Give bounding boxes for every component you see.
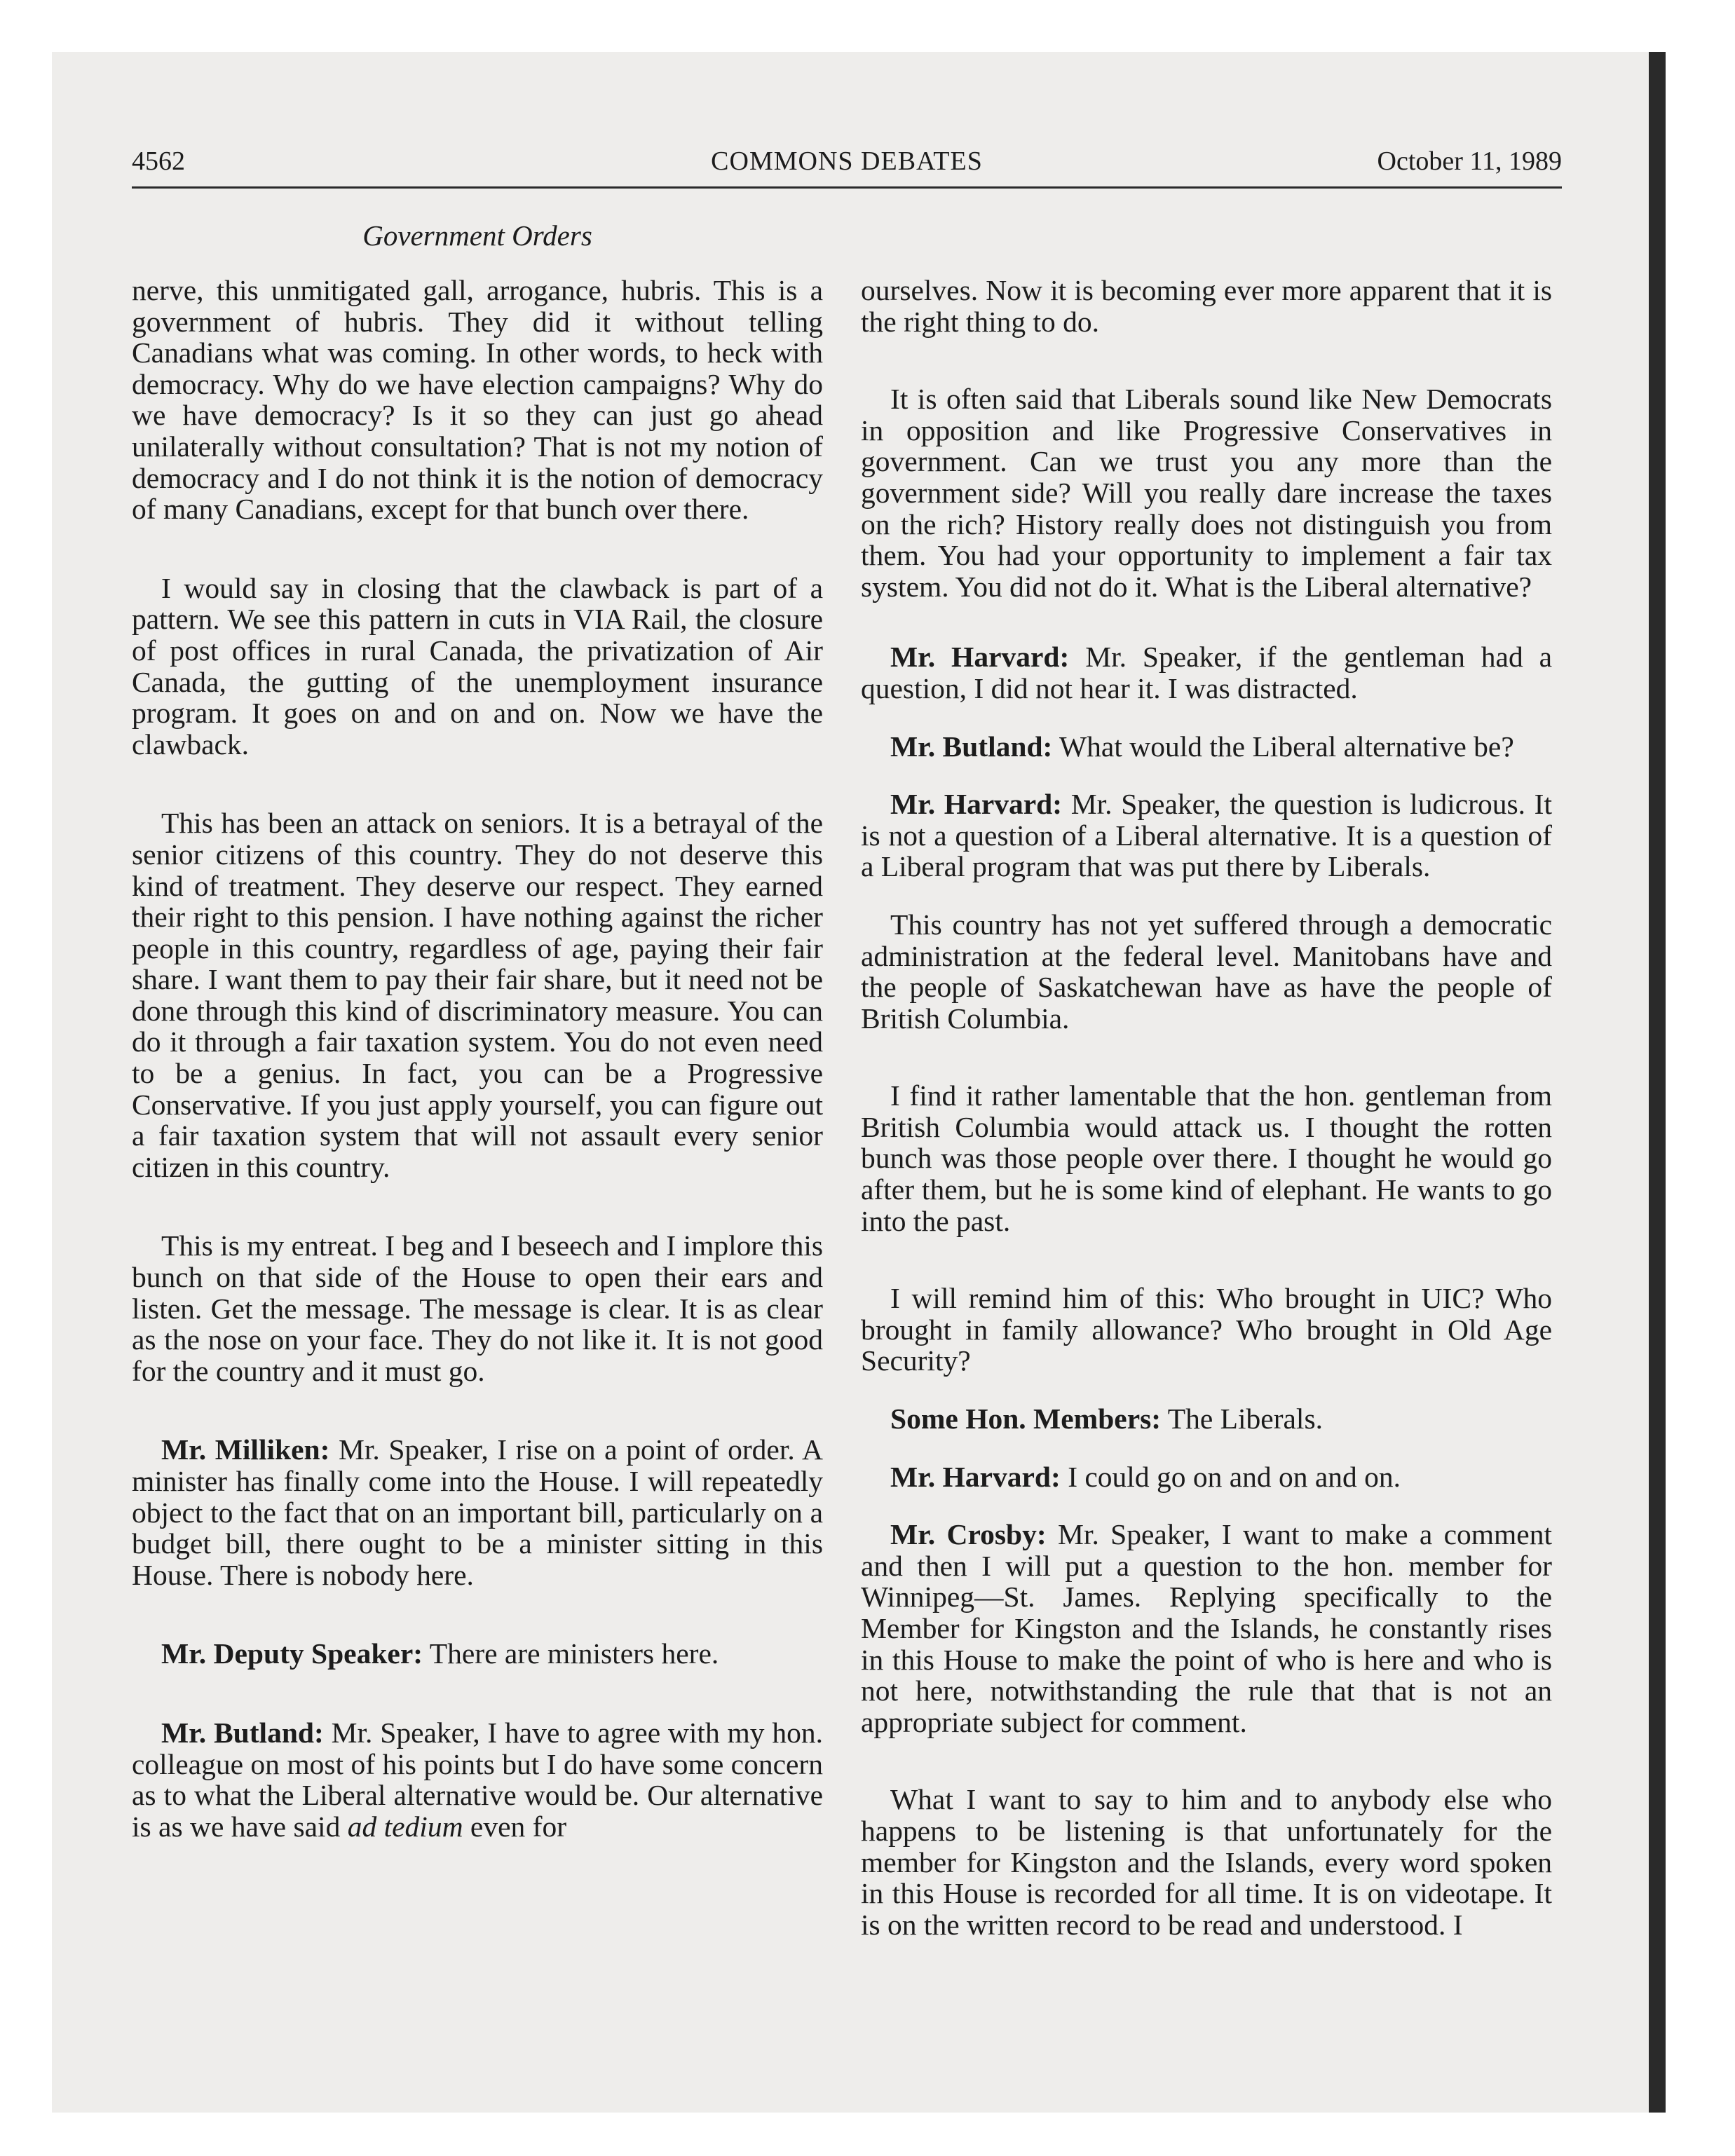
speaker-name: Mr. Butland:	[161, 1716, 324, 1749]
publication-title: COMMONS DEBATES	[711, 146, 983, 176]
section-title: Government Orders	[362, 219, 592, 252]
paragraph: I would say in closing that the clawback is part of a pattern. We see this pattern in cuts in VIA Rail, the closure of post offices in rural Canada, the privatization of Air Canada, the gutting of the unemployment insurance program. It goes on and on and on. Now we have the clawback.	[132, 571, 823, 760]
header-rule	[132, 186, 1562, 189]
speech: Some Hon. Members: The Liberals.	[890, 1403, 1323, 1435]
right-column	[861, 275, 1552, 1940]
paragraph: This country has not yet suffered through a democratic administration at the federal level. Manitobans have and the people of Saskatchewan have as have the people of British Columbia.	[861, 908, 1552, 1035]
latin-phrase: ad tedium	[347, 1810, 463, 1843]
speech: Mr. Harvard: I could go on and on and on.	[890, 1460, 1401, 1493]
paragraph: This has been an attack on seniors. It is a betrayal of the senior citizens of this country. They do not deserve this kind of treatment. They deserve our respect. They earned their right to this pension. I have nothing against the richer people in this country, regardless of age, paying their fair share. I want them to pay their fair share, but it need not be done through this kind of discriminatory measure. You can do it through a fair taxation system. You do not even need to be a genius. In fact, you can be a Progressive Conservative. If you just apply yourself, you can figure out a fair taxation system that will not assault every senior citizen in this country.	[132, 807, 823, 1183]
speaker-name: Mr. Deputy Speaker:	[161, 1637, 423, 1670]
speaker-name: Mr. Crosby:	[890, 1518, 1047, 1551]
paragraph: This is my entreat. I beg and I beseech and I implore this bunch on that side of the House to open their ears and listen. Get the message. The message is clear. It is as clear as the nose on your face. They do not like it. It is not good for the country and it must go.	[132, 1229, 823, 1387]
speech: Mr. Crosby: Mr. Speaker, I want to make a comment and then I will put a question to the hon. member for Winnipeg—St. James. Replying specifically to the Member for Kingston and the Islands, he constantly rises in this House to make the point of who is here and who is not here, notwithstanding the rule that that is not an appropriate subject for comment.	[861, 1518, 1553, 1738]
speaker-name: Some Hon. Members:	[890, 1403, 1162, 1435]
paragraph: ourselves. Now it is becoming ever more apparent that it is the right thing to do.	[861, 274, 1552, 338]
speaker-name: Mr. Harvard:	[890, 788, 1063, 821]
speech: Mr. Harvard: Mr. Speaker, the question is ludicrous. It is not a question of a Liberal alternative. It is a question of a Liberal program that was put there by Liberals.	[861, 788, 1552, 883]
speaker-name: Mr. Harvard:	[890, 641, 1070, 674]
speaker-name: Mr. Harvard:	[890, 1460, 1061, 1493]
speech: Mr. Butland: What would the Liberal alternative be?	[890, 730, 1514, 763]
page-number: 4562	[132, 146, 185, 176]
speaker-name: Mr. Milliken:	[161, 1433, 330, 1466]
paragraph: I find it rather lamentable that the hon. gentleman from British Columbia would attack us. I thought the rotten bunch was those people over there. I thought he would go after them, but he is some kind of elephant. He wants to go into the past.	[861, 1079, 1552, 1237]
paragraph: I will remind him of this: Who brought in UIC? Who brought in family allowance? Who brought in Old Age Security?	[861, 1282, 1552, 1377]
publication-date: October 11, 1989	[1377, 146, 1562, 176]
left-column	[132, 275, 823, 1842]
speech: Mr. Deputy Speaker: There are ministers here.	[161, 1637, 719, 1670]
speech: Mr. Butland: Mr. Speaker, I have to agree with my hon. colleague on most of his points but I do have some concern as to what the Liberal alternative would be. Our alternative is as we have said ad tedium even for	[132, 1716, 823, 1843]
speaker-name: Mr. Butland:	[890, 730, 1053, 763]
page-header	[132, 146, 1562, 182]
paragraph: What I want to say to him and to anybody else who happens to be listening is that unfortunately for the member for Kingston and the Islands, every word spoken in this House is recorded for all time. It is on videotape. It is on the written record to be read and understood. I	[861, 1783, 1552, 1941]
speech: Mr. Milliken: Mr. Speaker, I rise on a point of order. A minister has finally come into the House. I will repeatedly object to the fact that on an important bill, particularly on a budget bill, there ought to be a minister sitting in this House. There is nobody here.	[132, 1433, 823, 1591]
paragraph: It is often said that Liberals sound like New Democrats in opposition and like Progressive Conservatives in government. Can we trust you any more than the government side? Will you really dare increase the taxes on the rich? History really does not distinguish you from them. You had your opportunity to implement a fair tax system. You did not do it. What is the Liberal alternative?	[861, 383, 1552, 603]
speech: Mr. Harvard: Mr. Speaker, if the gentleman had a question, I did not hear it. I was distracted.	[861, 641, 1553, 704]
paragraph: nerve, this unmitigated gall, arrogance, hubris. This is a government of hubris. They did it without telling Canadians what was coming. In other words, to heck with democracy. Why do we have election campaigns? Why do we have democracy? Is it so they can just go ahead unilaterally without consultation? That is not my notion of democracy and I do not think it is the notion of democracy of many Canadians, except for that bunch over there.	[132, 274, 823, 526]
scan-edge-bar	[1649, 52, 1666, 2113]
